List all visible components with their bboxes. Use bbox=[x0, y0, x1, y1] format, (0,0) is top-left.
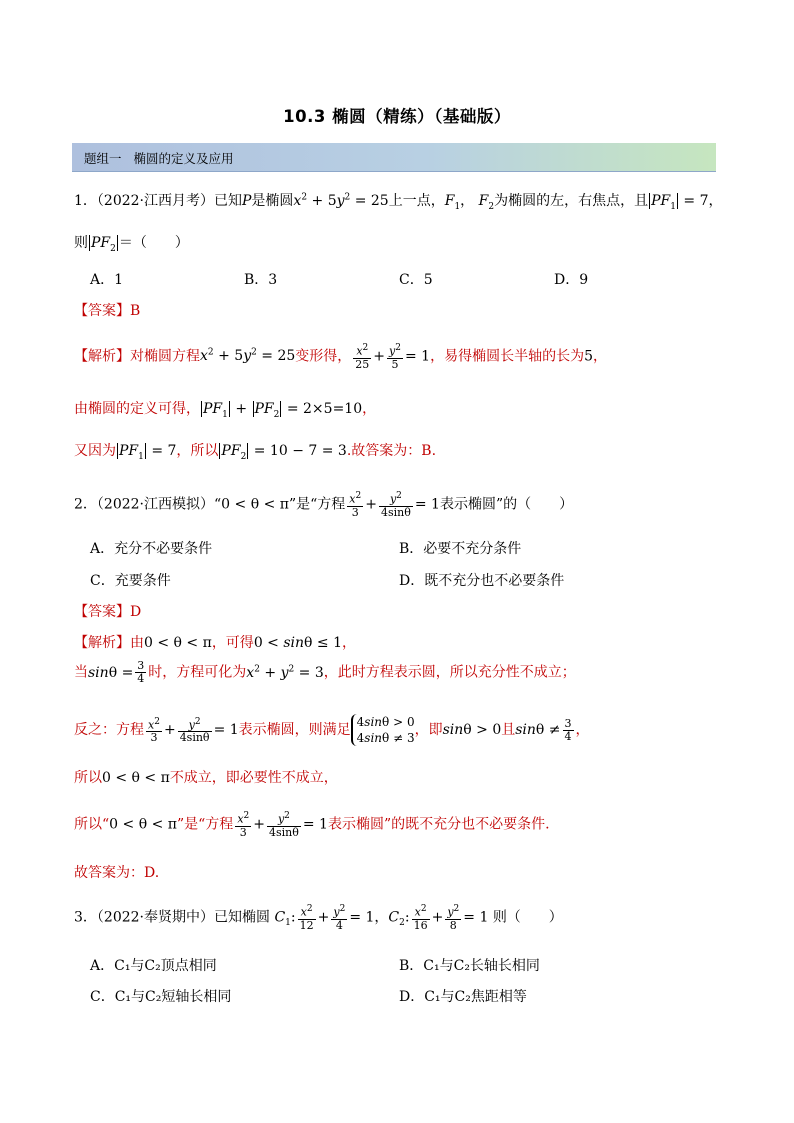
q2-stem: 2．（2022·江西模拟）“0 < θ < π”是“方程 $\frac{x^2}{3}$ + $\frac{y^2}{4\sin\theta}$ = 1表示椭圆”的（ ） bbox=[74, 491, 574, 519]
q1-stem-line2: 则 $PF_2$ ＝（ ） bbox=[74, 235, 189, 254]
q1-analysis-line1: 【解析】对椭圆方程$x^2 + 5y^2 = 25$变形得， $\frac{x^2}{25}$ + $\frac{y^2}{5}$ = 1，易得椭圆长半轴的长为5， bbox=[74, 343, 607, 371]
section-header bbox=[84, 149, 246, 167]
q2-option-d[interactable]: D．既不充分也不必要条件 bbox=[399, 573, 565, 589]
q2-option-b[interactable]: B．必要不充分条件 bbox=[399, 541, 522, 557]
q2-analysis-line2: 当sinθ = $\frac{3}{4}$ 时，方程可化为$x^2 + y^2 = 3$，此时方程表示圆，所以充分性不成立； bbox=[74, 659, 576, 685]
q1-analysis-line3: 又因为 $PF_1 = 7$，所以 $PF_2 = 10 - 7 = 3$.故答案为：B. bbox=[74, 443, 437, 462]
q1-option-d[interactable]: D．9 bbox=[554, 272, 589, 288]
q3-stem: 3．（2022·奉贤期中）已知椭圆 $C_1$: $\frac{x^2}{12}$ + $\frac{y^2}{4}$ = 1，$C_2$: $\frac{x^2}{16}$ + $\frac{y^2}{8}$ = 1 则（ ） bbox=[74, 904, 563, 932]
q2-analysis-line1: 【解析】由0 < θ < π，可得0 < sinθ ≤ 1， bbox=[74, 635, 357, 651]
q2-analysis-line4: 所以0 < θ < π不成立，即必要性不成立， bbox=[74, 770, 338, 786]
q1-stem-line1: 1．（2022·江西月考）已知P是椭圆$x^2 + 5y^2 = 25$上一点，$F_1$， $F_2$为椭圆的左，右焦点，且 $PF_1 = 7$， bbox=[74, 192, 723, 212]
q2-analysis-line5: 所以“0 < θ < π”是“方程 $\frac{x^2}{3}$ + $\frac{y^2}{4\sin\theta}$ = 1表示椭圆”的既不充分也不必要条件. bbox=[74, 811, 550, 839]
q3-option-a[interactable]: A．C₁与C₂顶点相同 bbox=[90, 958, 217, 974]
q2-analysis-line3: 反之：方程 $\frac{x^2}{3}$ + $\frac{y^2}{4\sin\theta}$ = 1表示椭圆，则满足 4sinθ > 0 4sinθ ≠ 3，即sinθ > 0且sinθ ≠ $\frac{3}{4}$ ， bbox=[74, 715, 590, 745]
q3-option-c[interactable]: C．C₁与C₂短轴长相同 bbox=[90, 989, 232, 1005]
section-name: 椭圆的定义及应用 bbox=[133, 151, 234, 166]
q2-option-c[interactable]: C．充要条件 bbox=[90, 573, 171, 589]
q2-analysis-line6: 故答案为：D. bbox=[74, 865, 160, 881]
q3-option-d[interactable]: D．C₁与C₂焦距相等 bbox=[399, 989, 527, 1005]
q1-option-b[interactable]: B．3 bbox=[244, 272, 278, 288]
q3-option-b[interactable]: B．C₁与C₂长轴长相同 bbox=[399, 958, 540, 974]
section-label: 题组一 bbox=[84, 151, 122, 166]
q1-option-c[interactable]: C．5 bbox=[399, 272, 433, 288]
q1-option-a[interactable]: A．1 bbox=[90, 272, 124, 288]
q2-option-a[interactable]: A．充分不必要条件 bbox=[90, 541, 213, 557]
q1-analysis-line2: 由椭圆的定义可得， $PF_1 + PF_2 = 2\times 5=10$， bbox=[74, 401, 377, 420]
q2-answer: 【答案】D bbox=[74, 604, 142, 620]
page-title: 10.3 椭圆（精练）（基础版） bbox=[283, 107, 511, 126]
q1-answer: 【答案】B bbox=[74, 303, 141, 319]
